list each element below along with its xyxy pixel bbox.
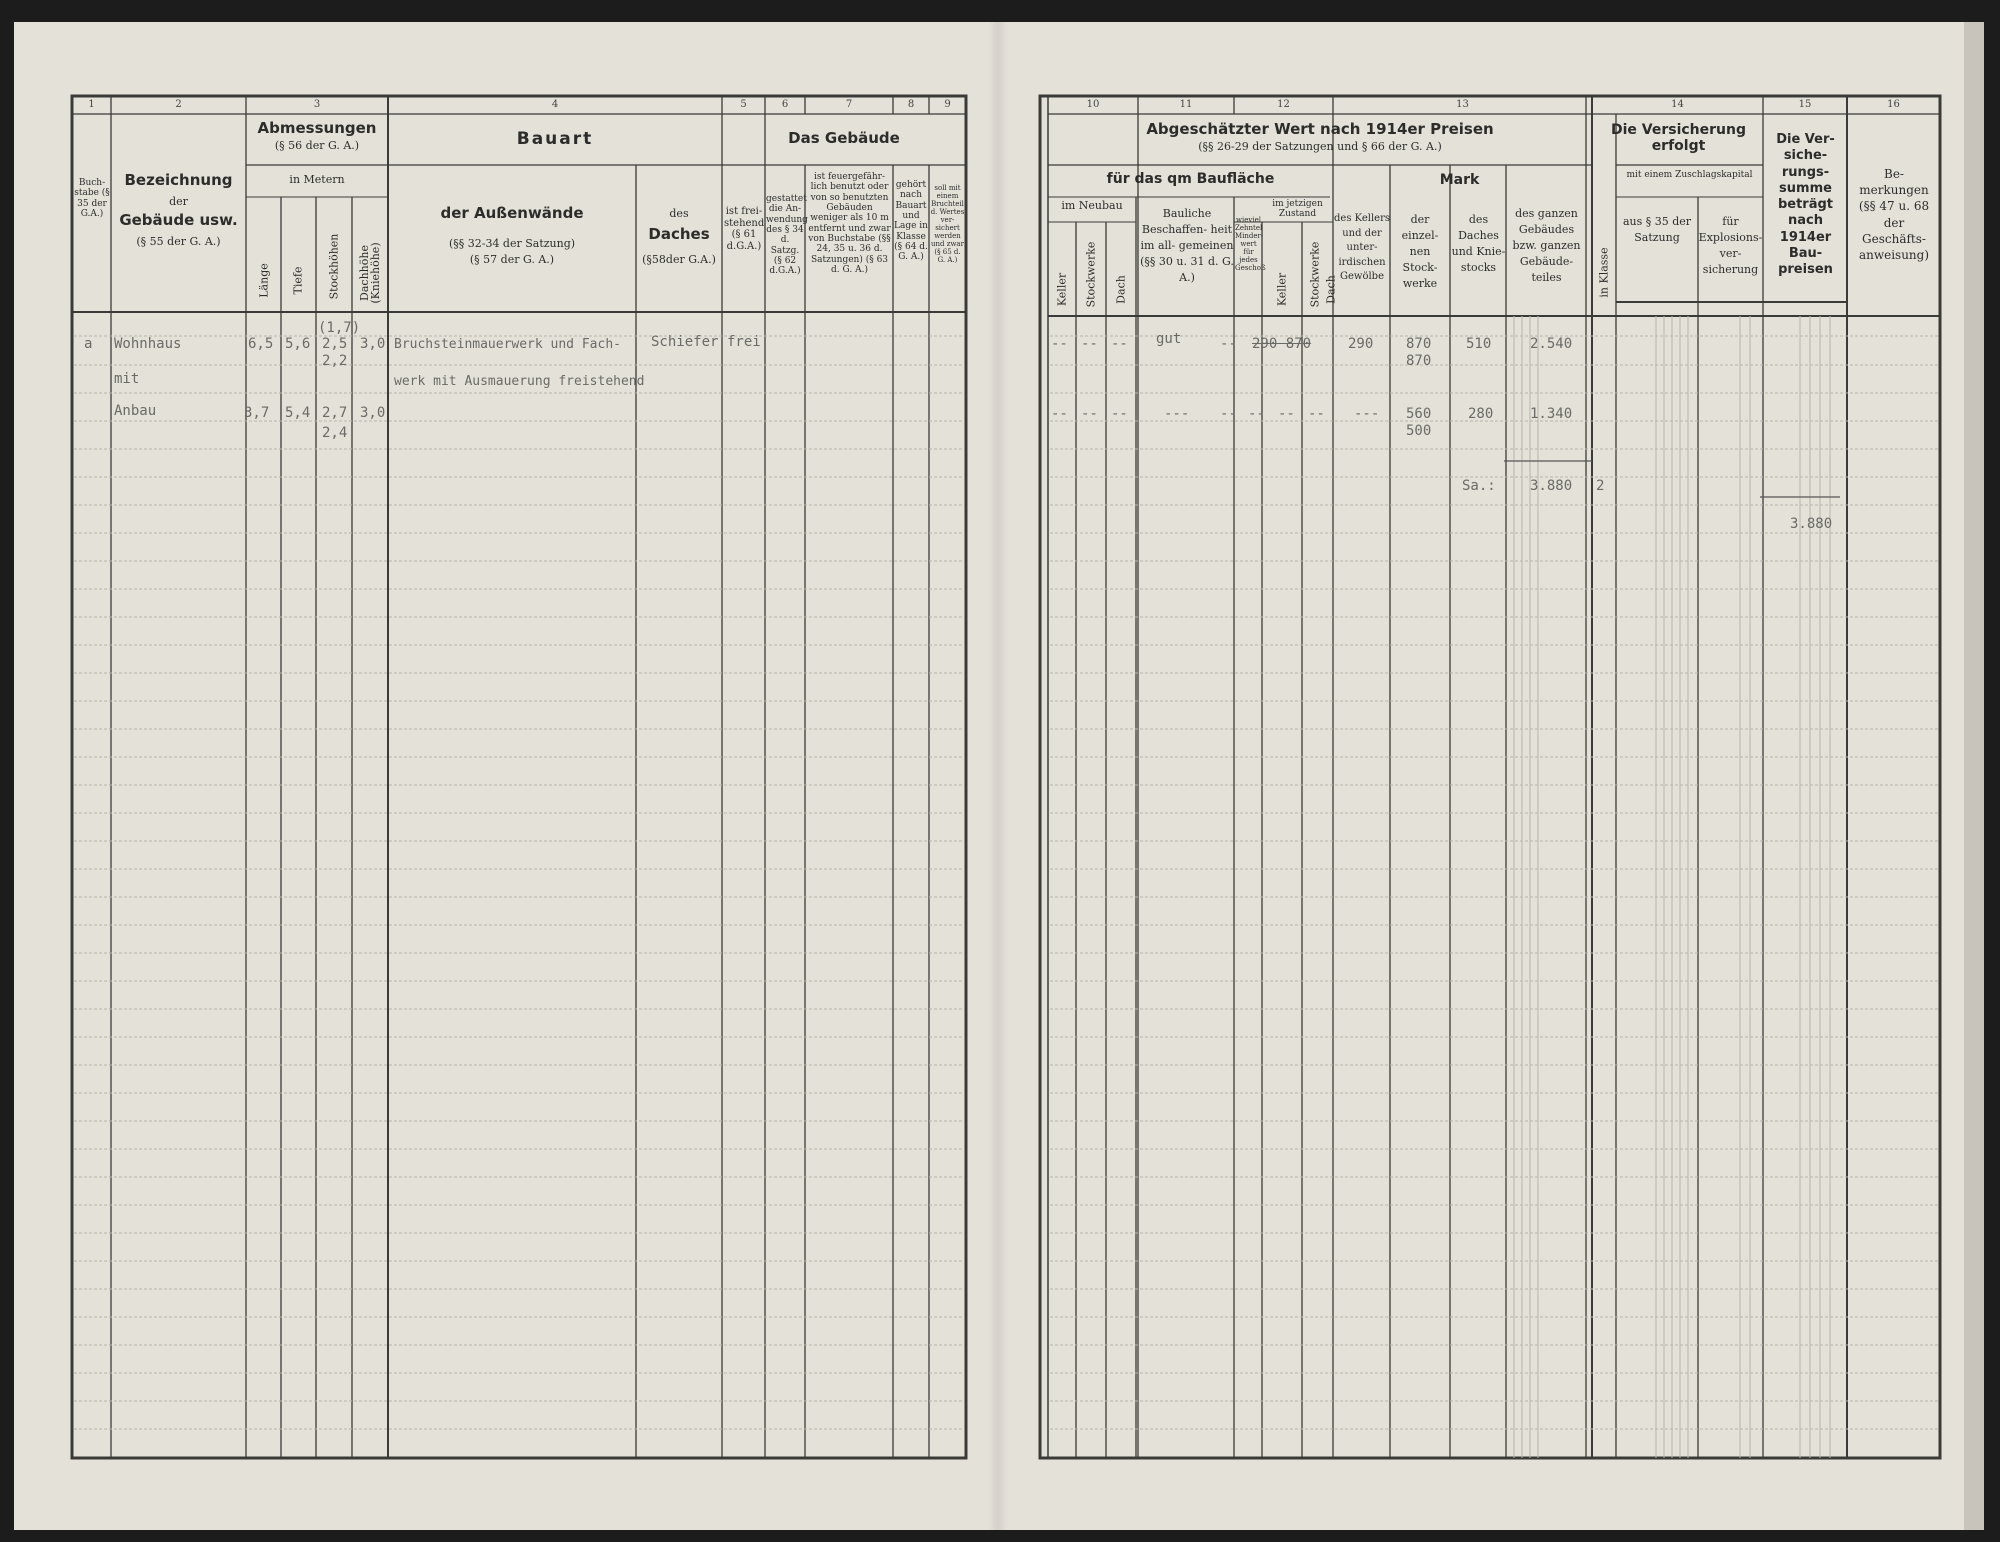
sum-label: Sa.:: [1462, 478, 1496, 494]
header-buchstabe: Buch- stabe (§ 35 der G.A.): [74, 178, 110, 220]
header-kellers: des Kellers und der unter- irdischen Gewölbe: [1334, 213, 1390, 282]
entry-einzeln-1b: 870: [1406, 353, 1432, 369]
col-number-4: 4: [551, 99, 559, 110]
entry-laenge-2: 3,7: [244, 405, 270, 421]
header-dachhoehe: Dachhöhe (Kniehöhe): [358, 242, 382, 304]
entry-waende-line1: Bruchsteinmauerwerk und Fach-: [394, 337, 621, 352]
entry-bezeichnung-anbau: Anbau: [114, 403, 157, 419]
header-wieviel: wieviel Zehntel Minder- wert für jedes Geschoß: [1235, 216, 1266, 273]
header-gehoert: gehört nach Bauart und Lage in Klasse (§ 64 d. G. A.): [894, 180, 928, 263]
entry-einzeln-1a: 870: [1406, 336, 1432, 352]
entry-neubau-keller-1: --: [1051, 336, 1068, 352]
entry-frei: frei: [727, 334, 761, 350]
entry-einzeln-2a: 560: [1406, 406, 1432, 422]
header-im-neubau: im Neubau: [1061, 199, 1123, 212]
entry-einzeln-2b: 500: [1406, 423, 1432, 439]
header-explosion: für Explosions- ver- sicherung: [1698, 215, 1763, 276]
header-daches: Daches: [648, 225, 710, 243]
header-bezeichnung-title: Bezeichnung: [124, 171, 233, 189]
entry-neubau-dach-1: --: [1111, 336, 1128, 352]
header-qm: für das qm Baufläche: [1106, 171, 1275, 187]
entry-keller-1: 290: [1348, 336, 1374, 352]
header-summe: Die Ver- siche- rungs- summe beträgt nach 1914er Bau- preisen: [1776, 132, 1835, 277]
col-number-13: 13: [1456, 99, 1469, 110]
entry-versicherungssumme: 3.880: [1790, 516, 1833, 532]
entry-klasse: 2: [1596, 478, 1605, 494]
header-abmessungen: Abmessungen: [257, 119, 377, 137]
header-aussenwaende-ref2: (§ 57 der G. A.): [469, 253, 555, 266]
sum-value: 3.880: [1530, 478, 1573, 494]
header-bezeichnung-ref: (§ 55 der G. A.): [136, 235, 221, 248]
header-daches-knie: des Daches und Knie- stocks: [1451, 213, 1506, 274]
entry-neubau-stock-2: --: [1081, 406, 1098, 422]
header-in-metern: in Metern: [289, 173, 345, 186]
entry-minder-2: --: [1220, 406, 1237, 422]
header-daches-des: des: [669, 207, 689, 220]
entry-tiefe-2: 5,4: [285, 405, 311, 421]
header-gebaeude: Das Gebäude: [788, 129, 900, 147]
entry-stock-2a: 2,7: [322, 405, 348, 421]
col-number-10: 10: [1086, 99, 1100, 110]
header-keller-neu: Keller: [1055, 272, 1069, 307]
entry-buchstabe-a: a: [84, 336, 93, 352]
header-in-klasse: in Klasse: [1597, 247, 1611, 298]
header-soll: soll mit einem Bruchteil d. Wertes ver- sichert werden und zwar (§ 65 d. G. A.): [930, 184, 965, 265]
entry-minder-1: --: [1220, 336, 1237, 352]
entry-ganz-1: 2.540: [1530, 336, 1573, 352]
header-stockwerke-neu: Stockwerke: [1084, 241, 1098, 308]
entry-waende-line2: werk mit Ausmauerung freistehend: [394, 374, 645, 389]
header-bauliche: Bauliche Beschaffen- heit im all- gemeinen (§§ 30 u. 31 d. G. A.): [1140, 207, 1234, 284]
col-number-6: 6: [781, 99, 789, 110]
header-freistehend: ist frei- stehend (§ 61 d.G.A.): [724, 206, 765, 252]
header-dach-jetzt: Dach: [1324, 275, 1338, 304]
entry-jetzig-1: 290 870: [1252, 336, 1312, 352]
entry-ganz-2: 1.340: [1530, 406, 1573, 422]
col-number-5: 5: [740, 99, 747, 110]
header-laenge: Länge: [257, 263, 271, 298]
header-aussenwaende-ref1: (§§ 32-34 der Satzung): [448, 237, 576, 250]
header-bauart: Bauart: [516, 129, 594, 149]
entry-neubau-keller-2: --: [1051, 406, 1068, 422]
entry-jetzig-2b: --: [1278, 406, 1295, 422]
entry-beschaffenheit-1: gut: [1156, 331, 1182, 347]
entry-tiefe-1: 5,6: [285, 336, 311, 352]
col-number-15: 15: [1798, 99, 1812, 110]
entry-neubau-stock-1: --: [1081, 336, 1098, 352]
entry-dach-2: 3,0: [360, 405, 386, 421]
header-gestattet: gestattet die An- wendung des § 34 d. Satzg. (§ 62 d.G.A.): [766, 194, 808, 277]
entry-laenge-1: 6,5: [248, 336, 274, 352]
col-number-1: 1: [88, 99, 95, 110]
entry-stock-1b: 2,5: [322, 336, 348, 352]
entry-beschaffenheit-2: ---: [1164, 406, 1190, 422]
entry-jetzig-2c: --: [1308, 406, 1325, 422]
col-number-14: 14: [1671, 99, 1684, 110]
header-wert-title: Abgeschätzter Wert nach 1914er Preisen: [1146, 120, 1494, 138]
col-number-2: 2: [175, 99, 182, 110]
col-number-12: 12: [1277, 99, 1290, 110]
header-zuschlag: mit einem Zuschlagskapital: [1626, 170, 1753, 180]
header-keller-jetzt: Keller: [1275, 272, 1289, 307]
header-tiefe: Tiefe: [291, 266, 305, 295]
col-number-9: 9: [944, 99, 951, 110]
col-number-16: 16: [1887, 99, 1900, 110]
entry-daches-1: 510: [1466, 336, 1492, 352]
header-aus35: aus § 35 der Satzung: [1622, 215, 1692, 244]
header-einzelnen: der einzel- nen Stock- werke: [1401, 213, 1439, 290]
col-number-3: 3: [313, 99, 321, 110]
col-number-7: 7: [845, 99, 853, 110]
header-daches-ref: (§58der G.A.): [642, 253, 716, 266]
header-bemerkungen: Be- merkungen (§§ 47 u. 68 der Geschäfts- anweisung): [1858, 167, 1930, 262]
header-abmessungen-ref: (§ 56 der G. A.): [274, 139, 360, 152]
entry-keller-2: ---: [1354, 406, 1380, 422]
col-number-11: 11: [1179, 99, 1193, 110]
entry-stock-1c: 2,2: [322, 353, 348, 369]
header-stockhoehen: Stockhöhen: [327, 233, 341, 300]
header-stockwerke-jetzt: Stockwerke: [1308, 241, 1322, 308]
entry-neubau-dach-2: --: [1111, 406, 1128, 422]
header-bezeichnung-der: der: [169, 195, 188, 208]
header-mark: Mark: [1439, 172, 1480, 188]
col-number-8: 8: [907, 99, 915, 110]
entry-stock-1a: (1,7): [318, 320, 361, 336]
entry-daches-2: 280: [1468, 406, 1494, 422]
header-jetzigen: im jetzigen Zustand: [1272, 199, 1323, 220]
header-ganzen: des ganzen Gebäudes bzw. ganzen Gebäude- teiles: [1512, 207, 1581, 284]
header-wert-ref: (§§ 26-29 der Satzungen und § 66 der G. A.): [1198, 140, 1442, 153]
entry-stock-2b: 2,4: [322, 425, 348, 441]
entry-dach-art: Schiefer: [651, 334, 719, 350]
header-feuergefaehrlich: ist feuergefähr- lich benutzt oder von so benutzten Gebäuden weniger als 10 m entfernt und zwar von Buchstabe (§§ 24, 35 u. 36 d. Satzungen) (§ 63 d. G. A.): [808, 172, 891, 276]
header-dach-neu: Dach: [1114, 275, 1128, 304]
entry-bezeichnung-mit: mit: [114, 371, 140, 387]
entry-bezeichnung-wohnhaus: Wohnhaus: [114, 336, 182, 352]
entry-dach-1: 3,0: [360, 336, 386, 352]
entry-jetzig-2a: --: [1248, 406, 1265, 422]
header-aussenwaende: der Außenwände: [440, 204, 584, 222]
header-bezeichnung-main: Gebäude usw.: [119, 211, 238, 229]
header-versicherung: Die Versicherung erfolgt: [1610, 122, 1746, 155]
